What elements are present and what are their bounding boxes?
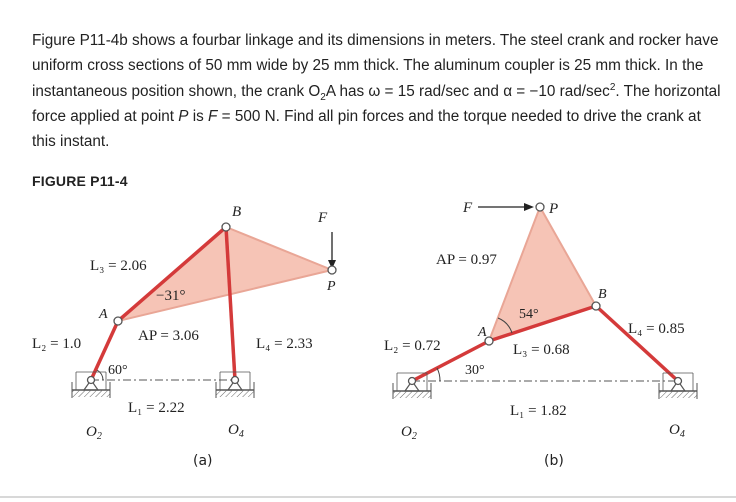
label-o2-a: $O_2$ (86, 424, 102, 442)
pin-p-a (328, 266, 336, 274)
label-b-a: B (232, 204, 242, 220)
label-l4-b: L₄ = 0.85 (628, 321, 685, 337)
rocker-b (596, 306, 678, 381)
pin-b-a (222, 223, 230, 231)
label-p-b: P (549, 201, 559, 217)
label-ap-b: AP = 0.97 (436, 252, 497, 268)
label-o4-a: $O_4$ (228, 422, 244, 440)
label-l3-a: L₃ = 2.06 (90, 258, 147, 274)
label-f-b: F (463, 200, 473, 216)
angle-arc-crank-b (437, 368, 440, 381)
label-l4-a: L₄ = 2.33 (256, 336, 313, 352)
figure-a (32, 204, 336, 469)
coupler-a (118, 227, 332, 321)
label-angle-crank-b: 30° (465, 363, 485, 378)
caption-b: (b) (544, 453, 564, 469)
pin-o4-a (232, 377, 239, 384)
label-a-a: A (99, 307, 108, 322)
pin-b-b (592, 302, 600, 310)
pin-o4-b (675, 378, 682, 385)
bottom-divider (0, 496, 736, 498)
pin-p-b (536, 203, 544, 211)
label-l2-b: L₂ = 0.72 (384, 338, 441, 354)
label-angle-coupler-a: −31° (156, 288, 186, 304)
label-angle-crank-a: 60° (108, 363, 128, 378)
label-l1-a: L₁ = 2.22 (128, 400, 185, 416)
label-angle-coupler-b: 54° (519, 307, 539, 322)
label-p-a: P (327, 279, 336, 294)
caption-a: (a) (193, 453, 213, 469)
pin-o2-b (409, 378, 416, 385)
problem-statement: Figure P11-4b shows a fourbar linkage and its dimensions in meters. The steel crank and rocker have uniform cross sections of 50 mm wide by 25 mm thick. The aluminum coupler is 25 mm thick. In the instantaneous position shown, the crank $O_2A$ has ω = 15 rad/sec and α = −10 rad/$\sec^2$. The horizontal force applied at point P is F = 500 N. Find all pin forces and the torque needed to drive the crank at this instant. (32, 32, 721, 151)
pin-a-a (114, 317, 122, 325)
figure-p11-4 (0, 190, 736, 490)
label-o4-b: $O_4$ (669, 422, 685, 440)
pin-o2-a (88, 377, 95, 384)
label-f-a: F (318, 210, 328, 226)
label-l3-b: L₃ = 0.68 (513, 342, 570, 358)
label-b-b: B (598, 287, 607, 302)
label-o2-b: $O_2$ (401, 424, 417, 442)
coupler-b (489, 207, 596, 341)
angle-arc-crank-a (97, 370, 103, 380)
arrowhead-icon (524, 203, 534, 211)
figure-title: FIGURE P11-4 (32, 173, 128, 189)
label-l1-b: L₁ = 1.82 (510, 403, 567, 419)
label-a-b: A (478, 325, 487, 340)
figure-b (384, 200, 697, 469)
label-ap-a: AP = 3.06 (138, 328, 199, 344)
label-l2-a: L₂ = 1.0 (32, 336, 82, 352)
